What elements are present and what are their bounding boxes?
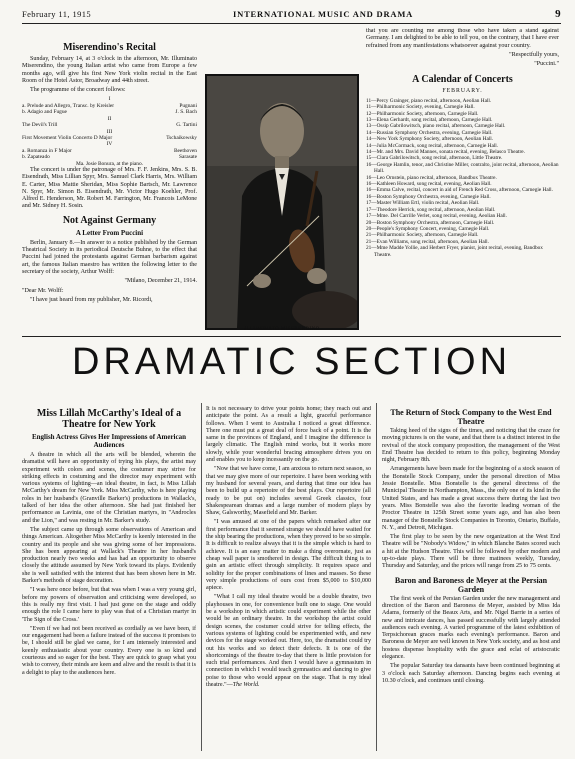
germany-letter: "I have just heard from my publisher, Mr. Ricordi, bbox=[30, 296, 153, 303]
program-piece: The Devil's Trill bbox=[22, 122, 58, 129]
mccarthy-subhead: English Actress Gives Her Impressions of American Audiences bbox=[32, 433, 186, 449]
stock-paragraph: The first play to be seen by the new organization at the West End Theatre will be "Nobody's Widow," in which Blanche Bates scored such a hit at the Hudson Theatre. This will be followed by other modern and up-to-date plays. There will be three matinees weekly, Tuesday, Thursday and Saturday, and the prices will range from 25 to 75 cents. bbox=[382, 534, 560, 570]
calendar-item: 21—Mme Madde Yollie, and Herbert Fryer, pianist, joint recital, evening, Bandbox Theatre. bbox=[366, 245, 543, 258]
mccarthy-continued-column bbox=[206, 406, 371, 756]
germany-salutation: "Dear Mr. Wolff: bbox=[22, 287, 64, 294]
page-header bbox=[22, 6, 561, 22]
portrait-photo bbox=[205, 74, 359, 330]
violinist-portrait-image bbox=[207, 76, 357, 328]
program-composer: Pugnani bbox=[179, 102, 197, 109]
mccarthy-paragraph: The subject came up through some observations of American and things American. Altogether Miss McCarthy is keenly interested in the country and its people and she was giving some of her impressions. She has been appearing at Wallack's Theatre in her husband's production nearly two weeks and has had an opportunity to observe closely the attitude assumed by New York toward its plays. Evidently she is well satisfied with the interest that has been shown here in Mr. Barker's methods of stage decoration. bbox=[22, 526, 196, 585]
germany-body: Berlin, January 8.—In answer to a notice published by the German Theatrical Society in its periodical Deutsche Buhne, to the effect that Puccini had joined the protestants against German barbarism against art, the famous Italian maestro has written the following letter to the secretary of the society, Arthur Wolff: bbox=[22, 239, 197, 275]
program-piece: a. Prelude and Allegro, Transc. by Kreisler bbox=[22, 102, 115, 109]
program-section-2: II bbox=[107, 115, 112, 122]
germany-subhead: A Letter From Puccini bbox=[75, 228, 144, 237]
recital-program-intro: The programme of the concert follows: bbox=[30, 87, 126, 94]
calendar-item: 17—Theodore Herrick, song recital, afternoon, Aeolian Hall. bbox=[366, 206, 496, 213]
calendar-item: 16—Leo Ornstein, piano recital, afternoon, Bandbox Theatre. bbox=[366, 174, 497, 181]
program-piece: b. Zapateado bbox=[22, 154, 50, 161]
letter-closing: "Respectfully yours, bbox=[509, 51, 559, 58]
calendar-item: 14—Russian Symphony Orchestra, evening, Carnegie Hall. bbox=[366, 129, 493, 136]
program-section-3: III bbox=[106, 128, 113, 135]
section-rule bbox=[22, 336, 561, 337]
program-section-4: IV bbox=[106, 141, 113, 148]
column-divider bbox=[376, 403, 377, 751]
calendar-item: 15—Clara Gabrilowitsch, song recital, afternoon, Little Theatre. bbox=[366, 155, 503, 162]
calendar-item: 14—New York Symphony Society, afternoon, Aeolian Hall. bbox=[366, 136, 494, 143]
recital-column bbox=[22, 40, 197, 336]
letter-continuation: that you are counting me among those who have taken a stand against Germany. I am delighted to be able to tell you, on the contrary, that I have ever refrained from any manifestations whatsoever against your country. bbox=[366, 28, 559, 49]
calendar-item: 20—Boston Symphony Orchestra, afternoon, Carnegie Hall. bbox=[366, 219, 495, 226]
middle-paragraph: "Now that we have come, I am anxious to return next season, so that we may give more of our repertoire. I have been working with my husband for several years, and during that time our idea has been to build up a repertoire of the best plays. Our repertoire (all ready to be put on) includes several Greek classics, four Shakespearean dramas and a large number of modern plays by Shaw, Galsworthy, Masefield and Mr. Barker. bbox=[206, 466, 371, 517]
letter-signature: "Puccini." bbox=[534, 61, 559, 68]
recital-patrons: The concert is under the patronage of Mrs. F. F. Jenkins, Mrs. S. B. Eisendrath, Miss Lillian Spyr, Mrs. Samuel Clark Harris, Mrs. William E. Carter, Miss Mattie Sheridan, Miss Sophie Bartsch, Mr. Lawrence N. Spyr, Mr. Simon B. Eisendrath, Mr. Victor Hugo Koehler, Prof. Alfred E. Henderson, Mr. Robert M. Farrington, Mr. Francois LeMone and Mr. Sidney H. Sosin. bbox=[22, 166, 197, 210]
program-composer: Sarasate bbox=[179, 154, 197, 161]
program-piece: First Movement Violin Concerto D Major bbox=[22, 134, 113, 141]
meyer-paragraph: The first week of the Persian Garden under the new management and direction of the Baron and Baroness de Meyer, assisted by Miss Ida Adams, formerly of the Beaux Arts, and Mr. Nigel Barrie in a series of new and intricate dances, has passed successfully with largely attended audiences each evening. A varied programme of the latest exhibition of Terpsichorean graces marks each evening's performance. Baron and Baroness de Meyer are well known in New York society, and as host and hostess dispense hospitality with the grace and eclat of aristocratic elegance. bbox=[382, 595, 560, 661]
mccarthy-column bbox=[22, 406, 196, 756]
calendar-item: 16—George Hamlin, tenor, and Christine Miller, contralto, joint recital, afternoon, Aeolian Hall. bbox=[366, 161, 559, 175]
calendar-item: 13—Ossip Gabrilowitsch, piano recital, afternoon, Carnegie Hall. bbox=[366, 123, 506, 130]
middle-paragraph: It is not necessary to drive your points home; they reach out and anticipate the point. As a result a light, graceful performance follows. When I went to Australia I noticed a great difference. There one must put a great deal of force back of a point. It is the same in the provinces of England, and I imagine the difference is largely climatic. The English mind works, but it works more slowly, while your wonderful bracing atmosphere drives you on and enables you to keep incessantly on the go. bbox=[206, 406, 371, 464]
calendar-item: 11—Philharmonic Society, evening, Carnegie Hall. bbox=[366, 104, 475, 111]
calendar-item: 14—Mr. and Mrs. David Mannes, sonata recital, evening, Belasco Theatre. bbox=[366, 149, 525, 156]
program-composer: G. Tartini bbox=[176, 122, 197, 129]
middle-paragraph: "I was amused at one of the papers which remarked after our first performance that it seemed strange we should have waited for the ship bearing the productions, when they proved to be so simple. It is difficult to realize always that it is the simple which is hard to achieve. It is an easy matter to make a thing overornate, just as cheap wall paper is smothered in design. The difficult thing is to gain an artistic effect through simplicity. It requires space and solidity for the proper combinations of lines and masses. So these very simple productions of ours cost from $5,000 to $10,000 apiece. bbox=[206, 519, 371, 592]
calendar-item: 21—Philharmonic Society, afternoon, Carnegie Hall. bbox=[366, 232, 479, 239]
program-composer: J. S. Bach bbox=[175, 109, 197, 116]
calendar-item: 16—Boston Symphony Orchestra, evening, Carnegie Hall. bbox=[366, 193, 491, 200]
header-rule bbox=[22, 23, 561, 24]
program-section-1: I bbox=[108, 96, 111, 103]
page-number: 9 bbox=[555, 8, 561, 20]
article-source: The World. bbox=[232, 681, 260, 688]
program-composer: Beethoven bbox=[173, 147, 197, 154]
stock-column bbox=[382, 406, 560, 756]
calendar-month: FEBRUARY. bbox=[442, 88, 483, 95]
issue-date: February 11, 1915 bbox=[22, 9, 92, 19]
calendar-item: 12—Philharmonic Society, afternoon, Carnegie Hall. bbox=[366, 110, 479, 117]
mccarthy-paragraph: "Even if we had not been received as cordially as we have been, if our engagement had been a failure instead of the success it promises to be, I should still be glad we came, for I am intensely interested and keenly enthusiastic about your country. Every one is so kind and courteous and so eager for the best. They are quick to grasp what you wish to convey, their minds are keen and alive and the result is that it is a delight to play to the audiences here. bbox=[22, 625, 196, 676]
calendar-item: 21—Evan Williams, song recital, afternoon, Aeolian Hall. bbox=[366, 238, 489, 245]
calendar-item: 13—Elena Gerhardt, song recital, afternoon, Carnegie Hall. bbox=[366, 117, 493, 123]
mccarthy-paragraph: A theatre in which all the arts will be blended, wherein the dramatist will have an opportunity of trying his plays, the artist may experiment with colors and scenes, the costumer may strive for striking effects in costuming and the director may experiment with various systems of lighting—an ideal theatre, in fact, is Miss Lillah McCarthy's dream for New York. Miss McCarthy, who is here playing roles in her husband's (Granville Barker's) productions in Wallack's, talked of her idea the other afternoon. She had just finished her performance as Lavinia, one of the Christian martyrs, in "Androcles and the Lion," and was resting in Mr. Barker's study. bbox=[22, 452, 196, 524]
right-top-column bbox=[366, 28, 559, 334]
recital-intro: Sunday, February 14, at 3 o'clock in the afternoon, Mr. Illuminato Miserendino, the young Italian artist who came from Europe a few months ago, will give his first New York violin recital in the East Room of the Hotel Astor, Broadway and 44th street. bbox=[22, 56, 197, 84]
calendar-item: 16—Kathleen Howard, song recital, evening, Aeolian Hall. bbox=[366, 181, 492, 188]
calendar-item: 17—Mme. Del Carrille Verlet, song recital, evening, Aeolian Hall. bbox=[366, 213, 507, 220]
program-composer: Tschaikowsky bbox=[166, 134, 197, 141]
germany-headline: Not Against Germany bbox=[62, 214, 157, 226]
recital-program bbox=[22, 96, 197, 166]
calendar-list bbox=[366, 98, 559, 258]
portrait-caption: ILLUMINATO MISERENDINO bbox=[244, 327, 320, 332]
middle-paragraph bbox=[206, 594, 371, 689]
column-divider bbox=[201, 403, 202, 751]
calendar-item: 11—Percy Grainger, piano recital, afternoon, Aeolian Hall. bbox=[366, 97, 492, 104]
calendar-item: 20—People's Symphony Concert, evening, Carnegie Hall. bbox=[366, 225, 490, 232]
program-accompanist: Ma. Josie Bonura, at the piano. bbox=[75, 160, 144, 167]
calendar-item: 16—Emma Calve, recital, concert in aid of French Red Cross, afternoon, Carnegie Hall. bbox=[366, 187, 553, 194]
mccarthy-paragraph: "I was here once before, but that was when I was a very young girl, before my powers of observation and criticising were developed, so this is really my first visit. I had just gone on the stage and oddly enough the role I came here to play was that of a Christian martyr in 'The Sign of the Cross.' bbox=[22, 587, 196, 623]
germany-dateline: "Milano, December 21, 1914. bbox=[124, 278, 197, 285]
recital-headline: Miserendino's Recital bbox=[63, 42, 156, 53]
program-piece: b. Adagio and Fugue bbox=[22, 109, 67, 116]
section-banner: DRAMATIC SECTION bbox=[71, 341, 512, 383]
meyer-headline: Baron and Baroness de Meyer at the Persian Garden bbox=[394, 575, 548, 594]
stock-headline: The Return of Stock Company to the West End Theatre bbox=[390, 408, 552, 426]
middle-paragraph-text: "What I call my ideal theatre would be a double theatre, two playhouses in one, for convenience built one to stage. One would be a workshop in which artistic could experiment while the other would be an ordinary theatre. In the workshop the artist could design scenes, the costumer could strive for telling effects, the various systems of lighting could be experimented with, and new devices for the stage worked out. Here, too, the dramatist could try out his works and so detect their defects. It is one of the shortcomings of the theatre to-day that there is little provision for such trial performances. And then I would have a gymnasium in connection in which I would teach gymnastics and dancing to give poise to those who would appear on the stage. That is my ideal theatre."— bbox=[206, 594, 371, 688]
meyer-paragraph: The popular Saturday tea dansants have been continued beginning at 3 o'clock each Saturday afternoon. Dancing begins each evening at 10.30 o'clock, and continues until closing. bbox=[382, 663, 560, 684]
mccarthy-headline: Miss Lillah McCarthy's Ideal of a Theatre for New York bbox=[36, 408, 182, 430]
program-piece: a. Romanza in F Major bbox=[22, 147, 72, 154]
calendar-item: 14—Julia McCormack, song recital, afternoon, Carnegie Hall. bbox=[366, 142, 499, 149]
stock-paragraph: Arrangements have been made for the beginning of a stock season of the Bonstelle Stock Company, under the personal direction of Miss Jessie Bonstelle. Miss Bonstelle is the general directress of the Municipal Theatre in Northampton, Mass., the only one of its kind in the United States, and has made a great success there during the last two years. Miss Bonstelle was also the favorite leading woman of the Proctor Theatre in 125th Street some years ago, and has also been manager of the Bonstelle Stock Companies in Toronto, Ontario, Buffalo, N. Y., and Detroit, Michigan. bbox=[382, 466, 560, 531]
calendar-item: 17—Master William Ertl, violin recital, Aeolian Hall. bbox=[366, 200, 480, 207]
calendar-headline: A Calendar of Concerts bbox=[412, 74, 513, 86]
stock-paragraph: Taking heed of the signs of the times, and noticing that the craze for moving pictures is on the wane, and that there is a distinct interest in the revival of the stock company proposition, the management of the West End Theatre has decided to return to this policy, beginning Monday night, February 8th. bbox=[382, 428, 560, 464]
publication-title: INTERNATIONAL MUSIC AND DRAMA bbox=[233, 9, 414, 19]
